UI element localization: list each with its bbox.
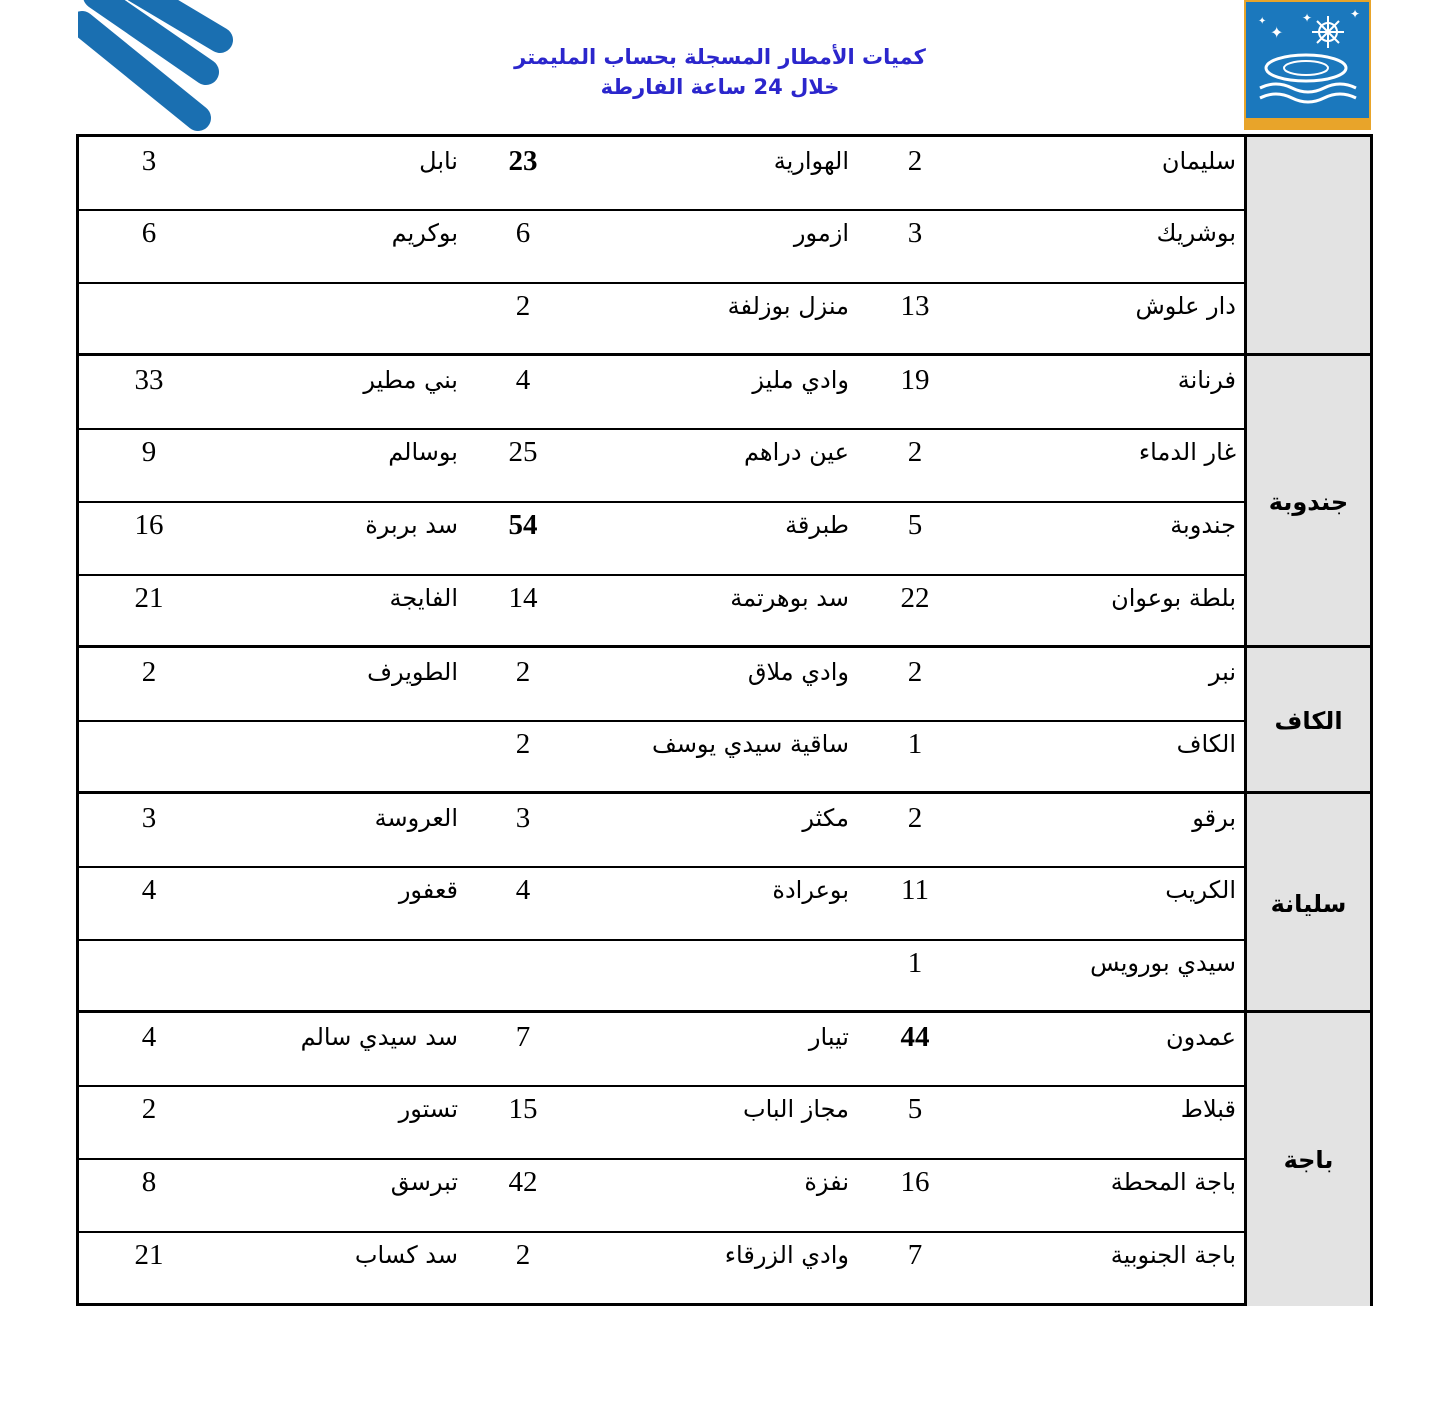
station-name: بوكريم — [391, 219, 458, 247]
svg-text:✦: ✦ — [1350, 7, 1361, 21]
rainfall-value: 4 — [515, 363, 531, 396]
rainfall-value: 4 — [141, 873, 157, 906]
rainfall-value: 5 — [907, 1092, 923, 1125]
rainfall-value: 23 — [508, 144, 538, 177]
svg-text:✦: ✦ — [1270, 23, 1284, 42]
rainfall-value: 16 — [134, 508, 164, 541]
rainfall-value: 2 — [515, 727, 531, 760]
rainfall-value: 7 — [907, 1238, 923, 1271]
station-name — [161, 720, 458, 768]
rainfall-value: 2 — [907, 801, 923, 834]
station-name: عمدون — [1165, 1023, 1236, 1051]
governorate-label — [1244, 137, 1370, 353]
rainfall-value: 7 — [515, 1020, 531, 1053]
stripes-logo-icon — [78, 0, 233, 135]
station-name: سد سيدي سالم — [300, 1023, 458, 1051]
rainfall-value: 19 — [900, 363, 930, 396]
station-name: الفايجة — [389, 584, 458, 612]
station-name: نفزة — [804, 1168, 849, 1196]
station-name: بوعرادة — [772, 876, 849, 904]
rainfall-value: 6 — [515, 216, 531, 249]
table-row — [79, 137, 1247, 209]
rainfall-value: 4 — [141, 1020, 157, 1053]
table-group — [79, 1010, 1370, 1306]
station-name: نابل — [419, 147, 458, 175]
rainfall-value: 2 — [515, 1238, 531, 1271]
logo-left — [78, 0, 233, 135]
table-row — [79, 1158, 1247, 1230]
station-name: جندوبة — [1170, 511, 1236, 539]
station-name: فرنانة — [1177, 366, 1236, 394]
rainfall-value: 15 — [508, 1092, 538, 1125]
table-row — [79, 428, 1247, 500]
table-group — [79, 791, 1370, 1013]
table-row — [79, 720, 1247, 792]
station-name: برقو — [1192, 804, 1236, 832]
svg-text:✦: ✦ — [1258, 16, 1267, 27]
station-name: مكثر — [802, 804, 849, 832]
station-name: الكاف — [1176, 730, 1236, 758]
rainfall-value: 8 — [141, 1165, 157, 1198]
station-name: سد كساب — [354, 1241, 458, 1269]
station-name: سيدي بورويس — [1090, 949, 1236, 977]
rainfall-value: 2 — [141, 655, 157, 688]
rainfall-value: 21 — [134, 1238, 164, 1271]
rainfall-value: 13 — [900, 289, 930, 322]
table-row — [79, 794, 1247, 866]
station-name: تستور — [398, 1095, 458, 1123]
governorate-label: جندوبة — [1244, 356, 1370, 648]
table-row — [79, 574, 1247, 646]
table-row — [79, 282, 1247, 354]
rainfall-value: 25 — [508, 435, 538, 468]
station-name: دار علوش — [1135, 292, 1236, 320]
rainfall-value: 1 — [907, 946, 923, 979]
rainfall-value: 3 — [907, 216, 923, 249]
title-line-1: كميات الأمطار المسجلة بحساب المليمتر — [514, 45, 926, 69]
station-name: مجاز الباب — [742, 1095, 849, 1123]
table-row — [79, 209, 1247, 281]
rainfall-value — [119, 939, 179, 987]
station-name: باجة المحطة — [1110, 1168, 1236, 1196]
page-title — [440, 42, 1000, 102]
rainfall-value: 44 — [900, 1020, 930, 1053]
rainfall-value — [119, 720, 179, 768]
station-name: نبر — [1208, 658, 1236, 686]
table-row — [79, 356, 1247, 428]
station-name — [554, 939, 849, 987]
rainfall-value: 9 — [141, 435, 157, 468]
rainfall-value — [499, 939, 547, 987]
station-name: سليمان — [1161, 147, 1236, 175]
table-row — [79, 501, 1247, 573]
rainfall-value: 4 — [515, 873, 531, 906]
rainfall-value: 3 — [141, 801, 157, 834]
rainfall-value: 42 — [508, 1165, 538, 1198]
station-name: قعفور — [398, 876, 458, 904]
rainfall-value: 21 — [134, 581, 164, 614]
rainfall-value: 2 — [515, 655, 531, 688]
station-name: ازمور — [793, 219, 849, 247]
rainfall-value: 11 — [901, 873, 929, 906]
station-name: قبلاط — [1180, 1095, 1236, 1123]
station-name: طبرقة — [785, 511, 849, 539]
rainfall-value: 54 — [508, 508, 538, 541]
svg-text:✦: ✦ — [1302, 11, 1313, 25]
weather-emblem-icon — [1246, 2, 1369, 118]
station-name: وادي مليز — [752, 366, 849, 394]
table-row — [79, 648, 1247, 720]
rainfall-value: 16 — [900, 1165, 930, 1198]
station-name: بني مطير — [363, 366, 458, 394]
station-name — [161, 939, 458, 987]
table-group — [79, 353, 1370, 648]
station-name: العروسة — [374, 804, 458, 832]
station-name: الطويرف — [367, 658, 458, 686]
station-name: باجة الجنوبية — [1110, 1241, 1236, 1269]
table-row — [79, 866, 1247, 938]
station-name: الكريب — [1165, 876, 1236, 904]
rainfall-value: 22 — [900, 581, 930, 614]
station-name: بلطة بوعوان — [1111, 584, 1236, 612]
station-name: سد بوهرتمة — [730, 584, 849, 612]
rainfall-value: 1 — [907, 727, 923, 760]
title-line-2: خلال 24 ساعة الفارطة — [600, 75, 840, 99]
table-row — [79, 939, 1247, 1011]
table-row — [79, 1013, 1247, 1085]
station-name: ساقية سيدي يوسف — [651, 730, 849, 758]
rainfall-value: 5 — [907, 508, 923, 541]
rainfall-value: 2 — [907, 144, 923, 177]
rainfall-value: 3 — [141, 144, 157, 177]
institute-logo — [1244, 0, 1371, 130]
station-name: بوسالم — [388, 438, 458, 466]
rainfall-table — [76, 134, 1373, 1306]
station-name: سد بربرة — [365, 511, 458, 539]
governorate-label: سليانة — [1244, 794, 1370, 1013]
station-name: بوشريك — [1156, 219, 1236, 247]
governorate-label: الكاف — [1244, 648, 1370, 794]
rainfall-value: 2 — [907, 435, 923, 468]
governorate-label: باجة — [1244, 1013, 1370, 1306]
rainfall-value: 6 — [141, 216, 157, 249]
table-row — [79, 1231, 1247, 1303]
table-group — [79, 645, 1370, 794]
station-name: وادي الزرقاء — [724, 1241, 849, 1269]
station-name: عين دراهم — [743, 438, 849, 466]
rainfall-value — [119, 282, 179, 330]
table-row — [79, 1085, 1247, 1157]
station-name: وادي ملاق — [747, 658, 849, 686]
table-group — [79, 137, 1370, 353]
rainfall-value: 33 — [134, 363, 164, 396]
rainfall-value: 2 — [141, 1092, 157, 1125]
station-name: الهوارية — [773, 147, 849, 175]
rainfall-value: 14 — [508, 581, 538, 614]
station-name: تيبار — [808, 1023, 849, 1051]
station-name: غار الدماء — [1138, 438, 1236, 466]
rainfall-value: 3 — [515, 801, 531, 834]
station-name: منزل بوزلفة — [727, 292, 849, 320]
rainfall-value: 2 — [907, 655, 923, 688]
station-name — [161, 282, 458, 330]
rainfall-value: 2 — [515, 289, 531, 322]
station-name: تبرسق — [390, 1168, 458, 1196]
